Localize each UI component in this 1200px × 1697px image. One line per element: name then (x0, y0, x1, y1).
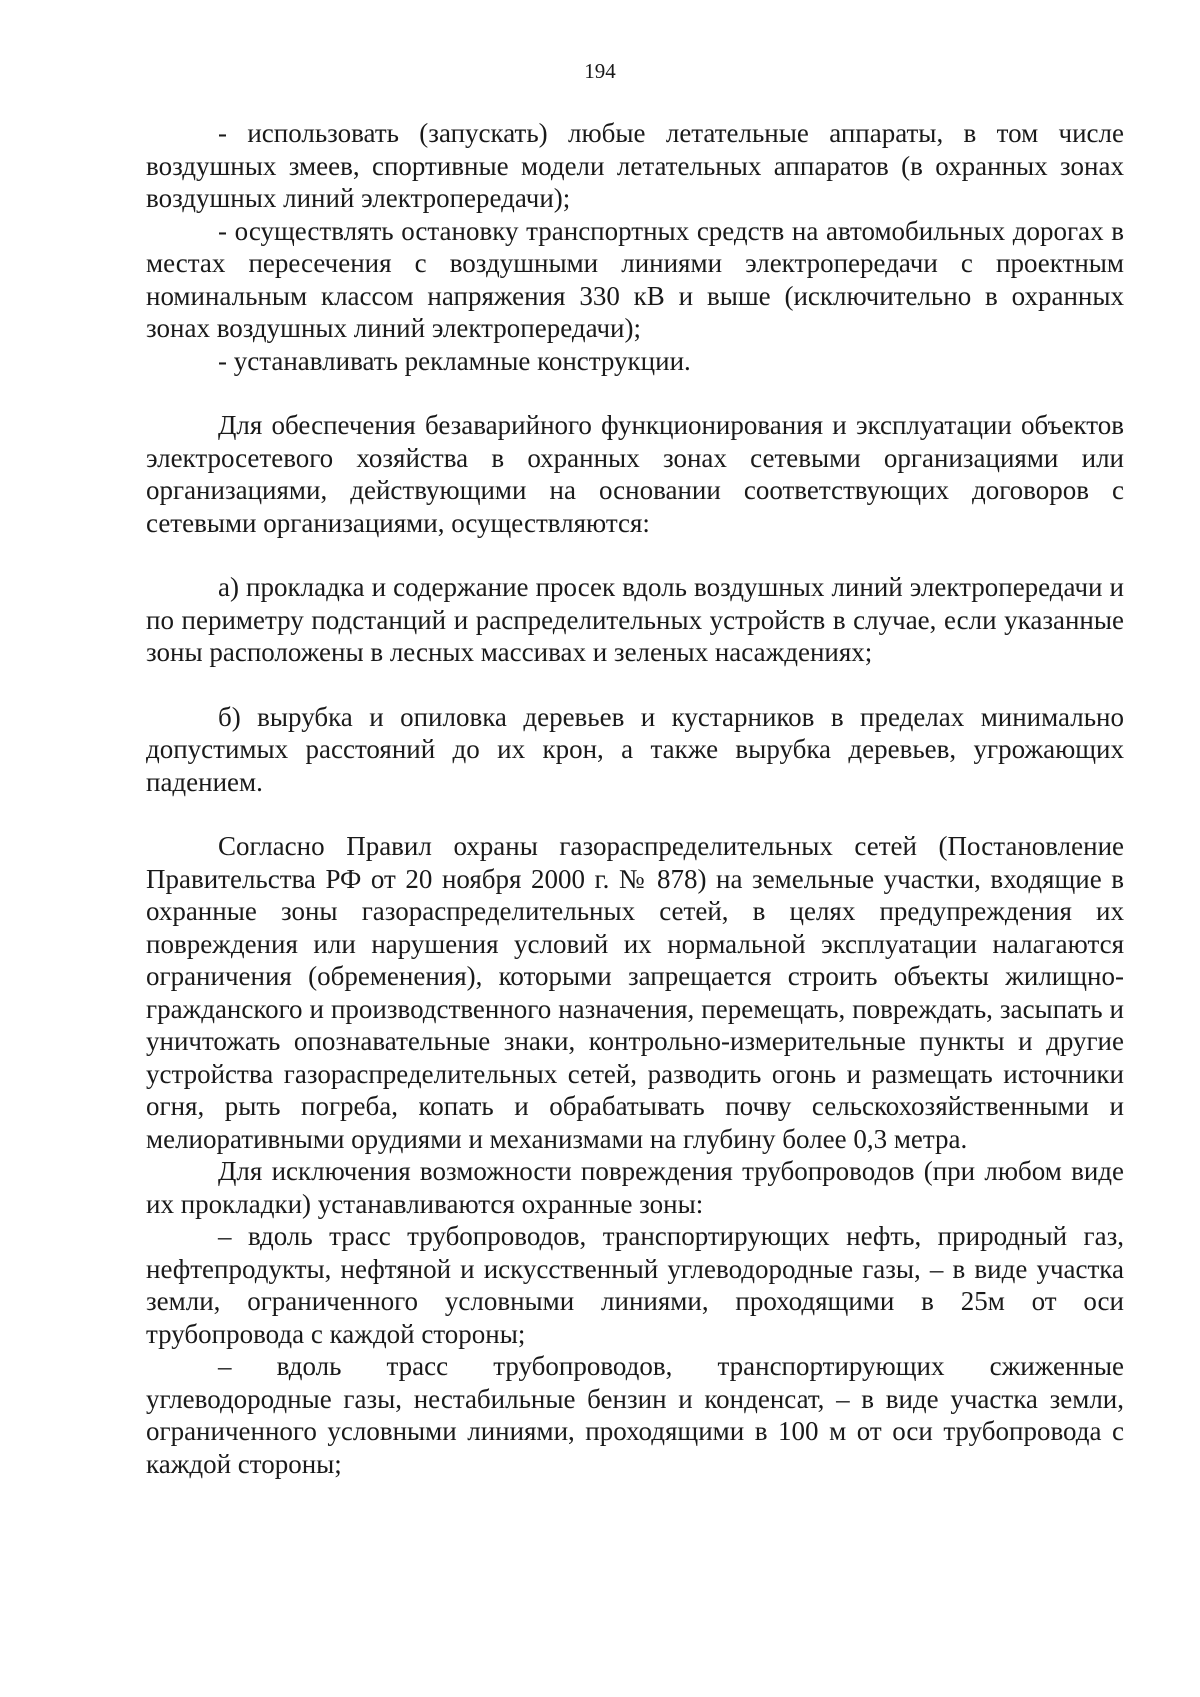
paragraph-gas-network-rules: Согласно Правил охраны газораспределительных сетей (Постановление Правительства РФ от 20 ноября 2000 г. № 878) на земельные участки, входящие в охранные зоны газораспределительных сетей, в целях предупреждения их повреждения или нарушения условий их нормальной эксплуатации налагаются ограничения (обременения), которыми запрещается строить объекты жилищно-гражданского и производственного назначения, перемещать, повреждать, засыпать и уничтожать опознавательные знаки, контрольно-измерительные пункты и другие устройства газораспределительных сетей, разводить огонь и размещать источники огня, рыть погреба, копать и обрабатывать почву сельскохозяйственными и мелиоративными орудиями и механизмами на глубину более 0,3 метра. (146, 831, 1124, 1154)
paragraph-network-organizations: Для обеспечения безаварийного функционирования и эксплуатации объектов электросетевого хозяйства в охранных зонах сетевыми организациями или организациями, действующими на основании соответствующих договоров с сетевыми организациями, осуществляются: (146, 410, 1124, 538)
paragraph-bullet-vehicle-stop: - осуществлять остановку транспортных средств на автомобильных дорогах в местах пересечения с воздушными линиями электропередачи с проектным номинальным классом напряжения 330 кВ и выше (исключительно в охранных зонах воздушных линий электропередачи); (146, 215, 1124, 343)
paragraph-bullet-liquefied-gas-pipelines: – вдоль трасс трубопроводов, транспортирующих сжиженные углеводородные газы, нестабильные бензин и конденсат, – в виде участка земли, ограниченного условными линиями, проходящими в 100 м от оси трубопровода с каждой стороны; (146, 1351, 1124, 1479)
paragraph-bullet-advertising: - устанавливать рекламные конструкции. (218, 345, 691, 376)
paragraph-pipeline-zones: Для исключения возможности повреждения трубопроводов (при любом виде их прокладки) устанавливаются охранные зоны: (146, 1156, 1124, 1219)
document-body (146, 117, 1124, 1480)
page-number: 194 (584, 59, 616, 83)
paragraph-item-a: а) прокладка и содержание просек вдоль воздушных линий электропередачи и по периметру подстанций и распределительных устройств в случае, если указанные зоны расположены в лесных массивах и зеленых насаждениях; (146, 572, 1124, 667)
paragraph-item-b: б) вырубка и опиловка деревьев и кустарников в пределах минимально допустимых расстояний до их крон, а также вырубка деревьев, угрожающих падением. (146, 701, 1124, 797)
paragraph-bullet-oil-gas-pipelines: – вдоль трасс трубопроводов, транспортирующих нефть, природный газ, нефтепродукты, нефтяной и искусственный углеводородные газы, – в виде участка земли, ограниченного условными линиями, проходящими в 25м от оси трубопровода с каждой стороны; (146, 1221, 1124, 1349)
paragraph-bullet-aircraft: - использовать (запускать) любые летательные аппараты, в том числе воздушных змеев, спортивные модели летательных аппаратов (в охранных зонах воздушных линий электропередачи); (146, 118, 1124, 213)
